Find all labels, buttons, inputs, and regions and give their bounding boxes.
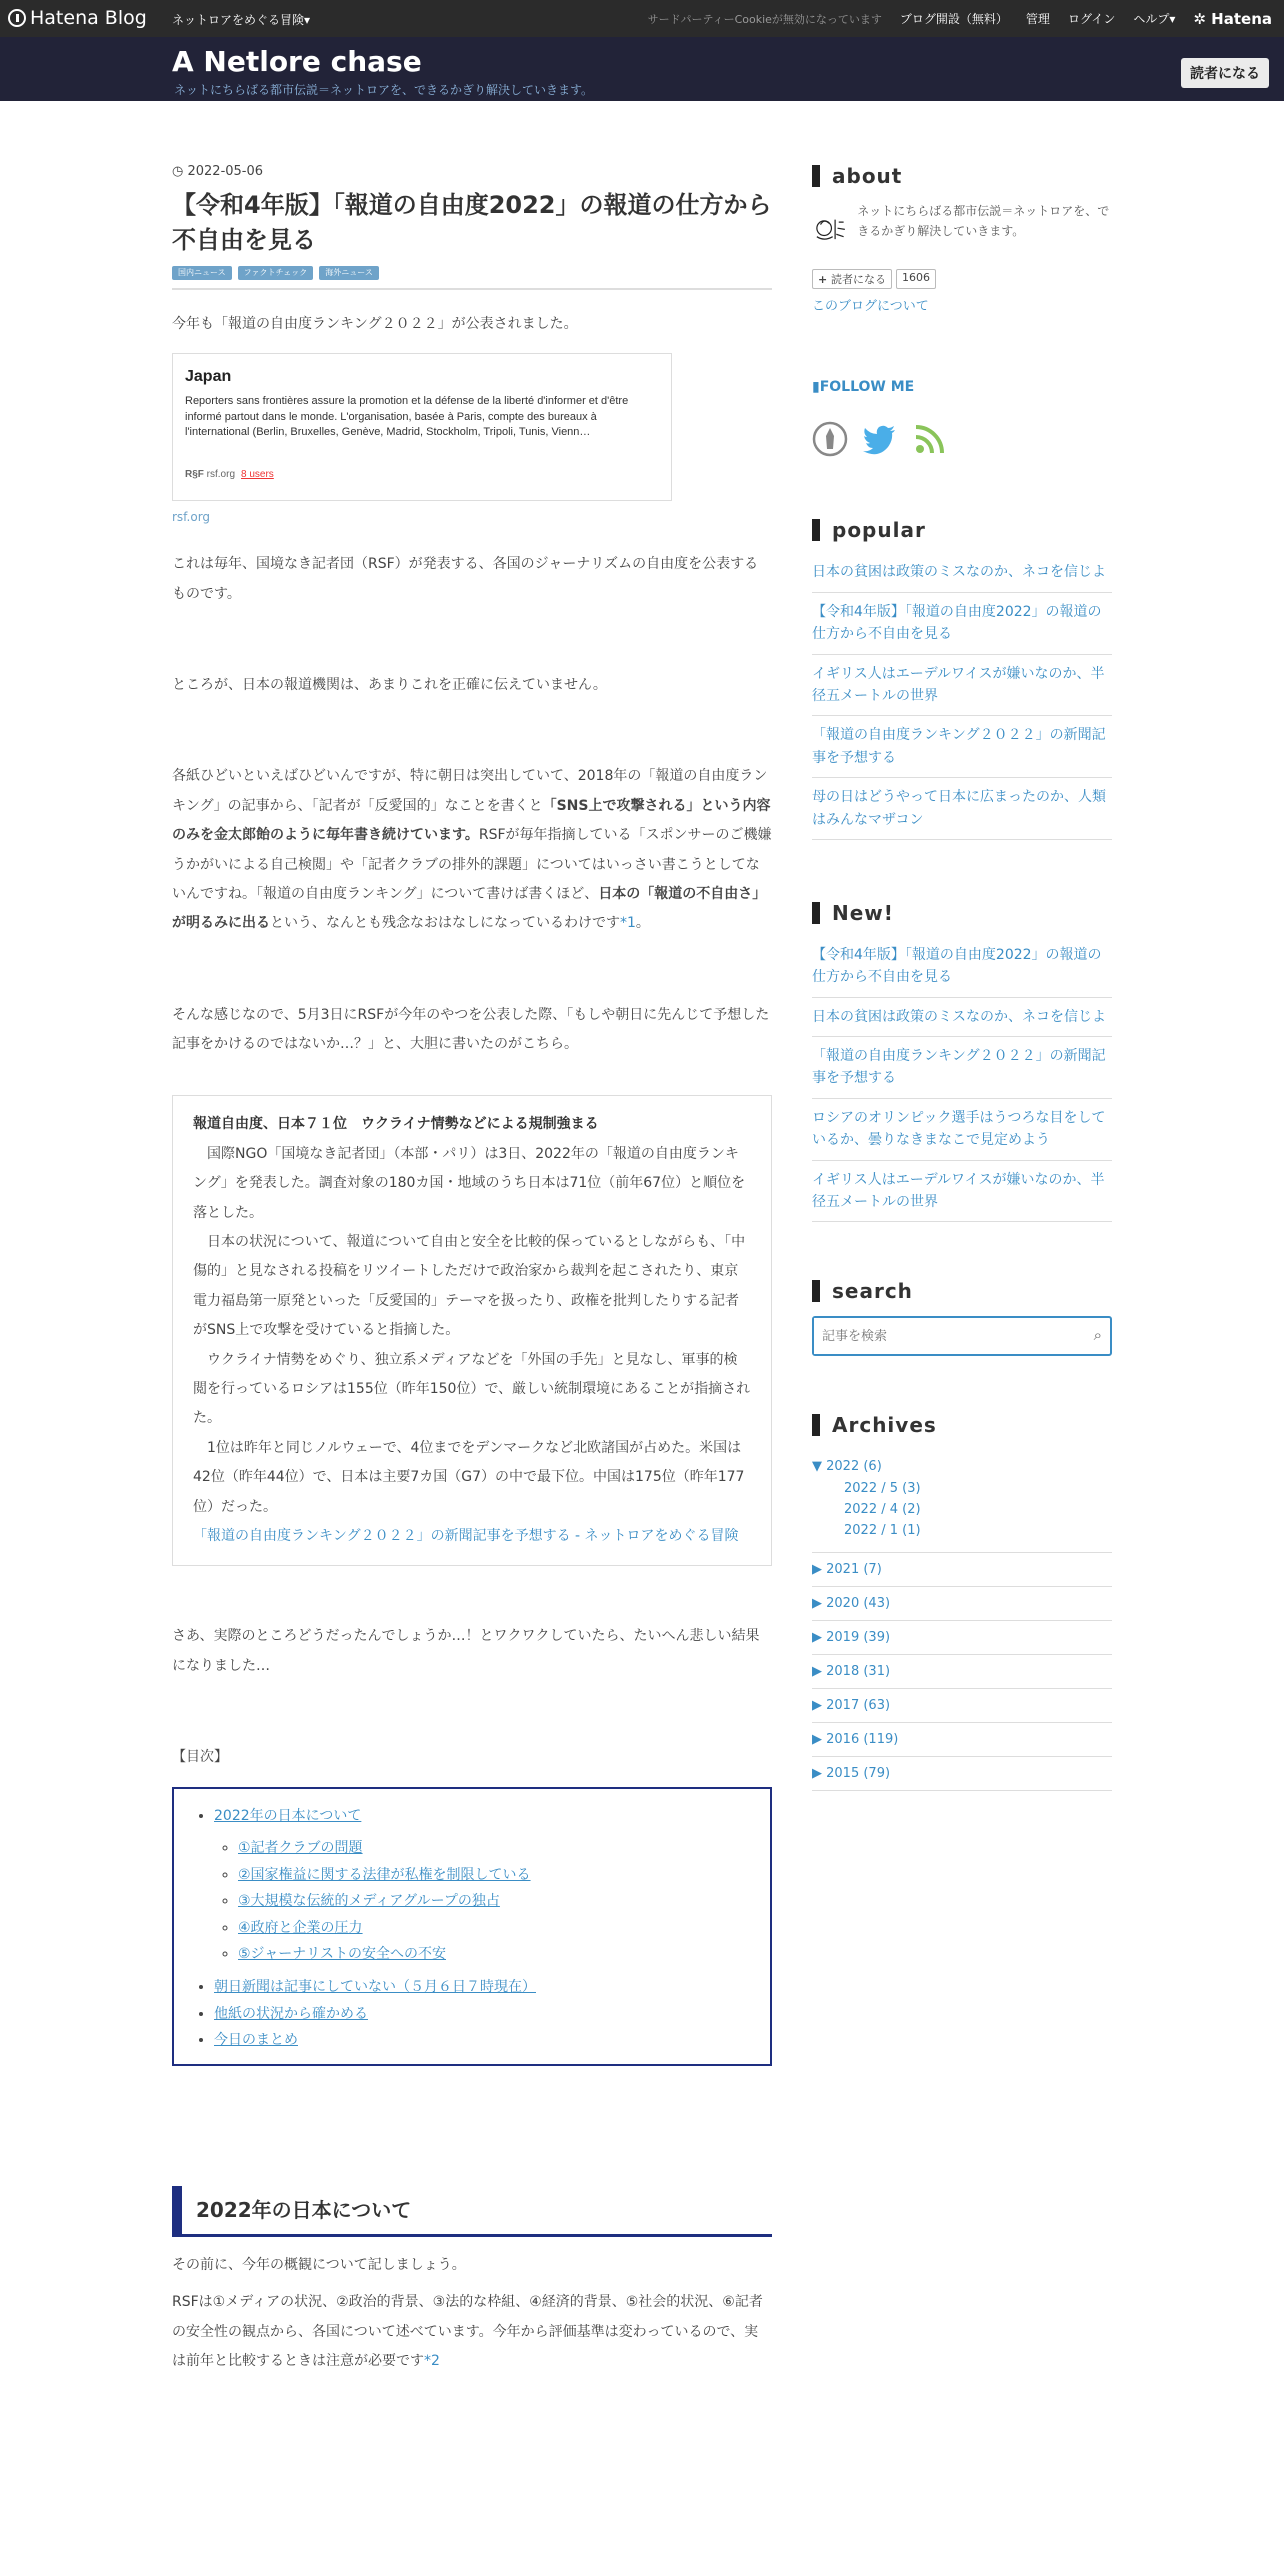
paragraph: その前に、今年の概観について記しましょう。 (172, 2256, 466, 2273)
paragraph: ところが、日本の報道機関は、あまりこれを正確に伝えていません。 (172, 676, 607, 693)
plus-icon: + (818, 273, 832, 286)
popular-item[interactable]: イギリス人はエーデルワイスが嫌いなのか、半径五メートルの世界 (812, 655, 1112, 717)
blog-description: ネットにちらばる都市伝説＝ネットロアを、できるかぎり解決していきます。 (174, 83, 594, 97)
bold-text: 「SNS上で攻撃される」という内容のみを金太郎飴のように毎年書き続けています。 (172, 797, 771, 844)
subscribe-label: 読者になる (831, 273, 887, 286)
new-item[interactable]: イギリス人はエーデルワイスが嫌いなのか、半径五メートルの世界 (812, 1161, 1112, 1223)
article (172, 165, 772, 2376)
text-span: RSFは①メディアの状況、②政治的背景、③法的な枠組、④経済的背景、⑤社会的状況、⑥記者の安全性の観点から、各国について述べています。今年から評価基準は変わっているので、実は前年と比較するときは注意が必要です (172, 2294, 763, 2370)
sidebar-subscribe-button[interactable] (812, 269, 892, 289)
embed-card[interactable] (172, 353, 672, 501)
search-heading: search (812, 1280, 1112, 1302)
paragraph: これは毎年、国境なき記者団（RSF）が発表する、各国のジャーナリズムの自由度を公表するものです。 (172, 556, 759, 602)
paragraph: 各紙ひどいといえばひどいんですが、特に朝日は突出していて、2018年の「報道の自由度ランキング」の記事から、「記者が「反愛国的」なことを書くと「SNS上で攻撃される」という内容のみを金太郎飴のように毎年書き続けています。RSFが毎年指摘している「スポンサーのご機嫌うかがいによる自己検閲」や「記者クラブの排外的課題」についてはいっさい書こうとしてないんですね。「報道の自由度ランキング」について書けば書くほど、日本の「報道の不自由さ」が明るみに出るという、なんとも残念なおはなしになっているわけです*1。 (172, 768, 772, 932)
archive-month[interactable]: 2022 / 4 (2) (844, 1502, 921, 1518)
hatena-blog-logo[interactable] (8, 7, 147, 29)
about-heading: about (812, 165, 1112, 187)
blog-title[interactable]: A Netlore chase (172, 45, 422, 78)
clock-icon: ◷ (172, 164, 188, 179)
text-span: RSFが毎年指摘している「スポンサーのご機嫌うかがいによる自己検閲」や「記者クラブの排外的課題」についてはいっさい書こうとしてないんですね。「報道の自由度ランキング」について書けば書くほど、 (172, 827, 772, 902)
cookie-notice: サードパーティーCookieが無効になっています (647, 12, 882, 26)
archive-list (812, 1450, 1112, 1790)
card-footer (185, 468, 659, 482)
tag-factcheck[interactable]: ファクトチェック (238, 266, 314, 280)
archives-heading: Archives (812, 1414, 1112, 1436)
popular-item[interactable]: 【令和4年版】「報道の自由度2022」の報道の仕方から不自由を見る (812, 593, 1112, 655)
twitter-icon[interactable] (862, 421, 898, 457)
rsf-link[interactable]: rsf.org (172, 509, 211, 524)
archive-year[interactable]: ▶ 2019 (39) (812, 1621, 1112, 1655)
admin-link[interactable]: 管理 (1025, 12, 1050, 26)
tag-overseas[interactable]: 海外ニュース (319, 266, 379, 280)
subscriber-count: 1606 (896, 269, 936, 289)
new-list (812, 936, 1112, 1223)
card-description: Reporters sans frontières assure la promotion et la défense de la liberté d'informer et d'être informé partout dans le monde. L'organisation, basée à Paris, compte des bureaux à l'international (Berlin, Bruxelles, Genève, Madrid, Stockholm, Tripoli, Tunis, Vienn… (185, 395, 629, 439)
blockquote (172, 1095, 772, 1566)
section-heading: 2022年の日本について (172, 2186, 772, 2237)
bookmark-users[interactable]: 8 users (241, 469, 274, 481)
archive-month[interactable]: 2022 / 1 (1) (844, 1523, 921, 1539)
hatena-gear-icon: ✲ (1193, 9, 1212, 28)
profile-avatar-icon[interactable] (812, 201, 847, 259)
site-menu[interactable]: ネットロアをめぐる冒険▾ (172, 13, 311, 27)
text-span: 各紙ひどいといえばひどいんですが、特に朝日は突出していて、2018年の「報道の自由度ランキング」の記事から、「記者が「反愛国的」なことを書くと (172, 768, 768, 814)
new-item[interactable]: 【令和4年版】「報道の自由度2022」の報道の仕方から不自由を見る (812, 936, 1112, 998)
sidebar (812, 165, 1112, 1791)
post-title[interactable]: 【令和4年版】「報道の自由度2022」の報道の仕方から不自由を見る (172, 191, 772, 254)
toc-item[interactable]: 2022年の日本について (214, 1807, 362, 1824)
popular-item[interactable]: 母の日はどうやって日本に広まったのか、人類はみんなマザコン (812, 778, 1112, 840)
rsf-favicon-icon: R§F (185, 469, 207, 481)
global-header (0, 0, 1284, 37)
popular-list (812, 553, 1112, 840)
blog-open-link[interactable]: ブログ開設（無料） (899, 12, 1008, 26)
toc-subitem[interactable]: ②国家権益に関する法律が私権を制限している (238, 1866, 531, 1883)
archive-year[interactable]: ▶ 2017 (63) (812, 1689, 1112, 1723)
about-text: ネットにちらばる都市伝説＝ネットロアを、できるかぎり解決していきます。 (857, 204, 1110, 239)
blog-header (0, 37, 1284, 101)
archive-year-2022[interactable]: ▼ 2022 (6) (812, 1459, 882, 1475)
footnote-link[interactable]: *2 (424, 2353, 440, 2370)
bookmark-icon: ▮ (812, 379, 820, 395)
rss-icon[interactable] (912, 421, 948, 457)
archive-year[interactable]: ▶ 2016 (119) (812, 1723, 1112, 1757)
tag-domestic[interactable]: 国内ニュース (172, 266, 232, 280)
search-box (812, 1316, 1112, 1356)
paragraph: そんな感じなので、5月3日にRSFが今年のやつを公表した際、「もしや朝日に先んじて予想した記事をかけるのではないか…？」と、大胆に書いたのがこちら。 (172, 1006, 770, 1053)
archive-year[interactable]: ▶ 2021 (7) (812, 1553, 1112, 1587)
toc-subitem[interactable]: ①記者クラブの問題 (238, 1840, 363, 1857)
archive-year[interactable]: ▶ 2015 (79) (812, 1757, 1112, 1791)
subscribe-button[interactable]: 読者になる (1181, 58, 1269, 88)
toc-subitem[interactable]: ⑤ジャーナリストの安全への不安 (238, 1946, 446, 1963)
about-blog-link[interactable]: このブログについて (812, 299, 929, 314)
help-menu[interactable]: ヘルプ▾ (1133, 12, 1176, 26)
new-heading: New! (812, 902, 1112, 924)
footnote-link[interactable]: *1 (620, 915, 636, 932)
toc-subitem[interactable]: ④政府と企業の圧力 (238, 1919, 363, 1936)
paragraph: 今年も「報道の自由度ランキング２０２２」が公表されました。 (172, 315, 578, 332)
toc-subitem[interactable]: ③大規模な伝統的メディアグループの独占 (238, 1893, 500, 1910)
logo-text: Hatena Blog (30, 7, 147, 29)
quote-paragraph: ウクライナ情勢をめぐり、独立系メディアなどを「外国の手先」と見なし、軍事的検閲を行っているロシアは155位（昨年150位）で、厳しい統制環境にあることが指摘された。 (193, 1351, 751, 1427)
toc-item[interactable]: 他紙の状況から確かめる (214, 2005, 368, 2022)
hatena-bookmark-icon[interactable] (812, 421, 848, 457)
text-span: という、なんとも残念なおはなしになっているわけです (270, 915, 620, 932)
follow-text: FOLLOW ME (819, 379, 915, 395)
quote-source-link[interactable]: 「報道の自由度ランキング２０２２」の新聞記事を予想する - ネットロアをめぐる冒険 (193, 1527, 739, 1544)
toc-item[interactable]: 今日のまとめ (214, 2032, 298, 2049)
hatena-link[interactable] (1193, 10, 1272, 28)
card-title: Japan (185, 367, 232, 385)
archive-year[interactable]: ▶ 2020 (43) (812, 1587, 1112, 1621)
login-link[interactable]: ログイン (1067, 12, 1116, 26)
popular-item[interactable]: 日本の貧困は政策のミスなのか、ネコを信じよ (812, 553, 1112, 592)
new-item[interactable]: ロシアのオリンピック選手はうつろな目をしているか、曇りなきまなこで見定めよう (812, 1099, 1112, 1161)
quote-title: 報道自由度、日本７１位 ウクライナ情勢などによる規制強まる (193, 1116, 599, 1133)
table-of-contents (172, 1787, 772, 2066)
bold-text: 日本の「報道の不自由さ」が明るみに出る (172, 885, 767, 932)
quote-paragraph: 日本の状況について、報道について自由と安全を比較的保っているとしながらも、「中傷的」と見なされる投稿をリツイートしただけで政治家から裁判を起こされたり、東京電力福島第一原発といった「反愛国的」テーマを扱ったり、政権を批判したりする記者がSNS上で攻撃を受けていると指摘した。 (193, 1234, 746, 1339)
follow-heading (812, 380, 1112, 395)
post-date (172, 165, 772, 178)
post-date-text: 2022-05-06 (187, 164, 264, 179)
hatena-text: Hatena (1211, 9, 1272, 28)
quote-paragraph: 国際NGO「国境なき記者団」（本部・パリ）は3日、2022年の「報道の自由度ランキング」を発表した。調査対象の180カ国・地域のうち日本は71位（前年67位）と順位を落とした。 (193, 1145, 746, 1221)
archive-month[interactable]: 2022 / 5 (3) (844, 1481, 921, 1497)
card-source: rsf.org (206, 469, 236, 481)
toc-item[interactable]: 朝日新聞は記事にしていない（５月６日７時現在） (214, 1979, 536, 1996)
paragraph (172, 2288, 772, 2376)
toc-label: 【目次】 (172, 1749, 228, 1766)
popular-item[interactable]: 「報道の自由度ランキング２０２２」の新聞記事を予想する (812, 716, 1112, 778)
search-icon[interactable]: ⌕ (1093, 1326, 1102, 1345)
new-item[interactable]: 「報道の自由度ランキング２０２２」の新聞記事を予想する (812, 1037, 1112, 1099)
new-item[interactable]: 日本の貧困は政策のミスなのか、ネコを信じよ (812, 998, 1112, 1037)
search-input[interactable] (814, 1318, 1074, 1354)
quote-paragraph: 1位は昨年と同じノルウェーで、4位までをデンマークなど北欧諸国が占めた。米国は42位（昨年44位）で、日本は主要7カ国（G7）の中で最下位。中国は175位（昨年177位）だった。 (193, 1439, 745, 1515)
archive-year[interactable]: ▶ 2018 (31) (812, 1655, 1112, 1689)
paragraph: さあ、実際のところどうだったんでしょうか…！とワクワクしていたら、たいへん悲しい結果になりました… (172, 1628, 760, 1674)
divider (172, 288, 772, 290)
hatena-ring-icon (8, 9, 26, 27)
popular-heading: popular (812, 519, 1112, 541)
